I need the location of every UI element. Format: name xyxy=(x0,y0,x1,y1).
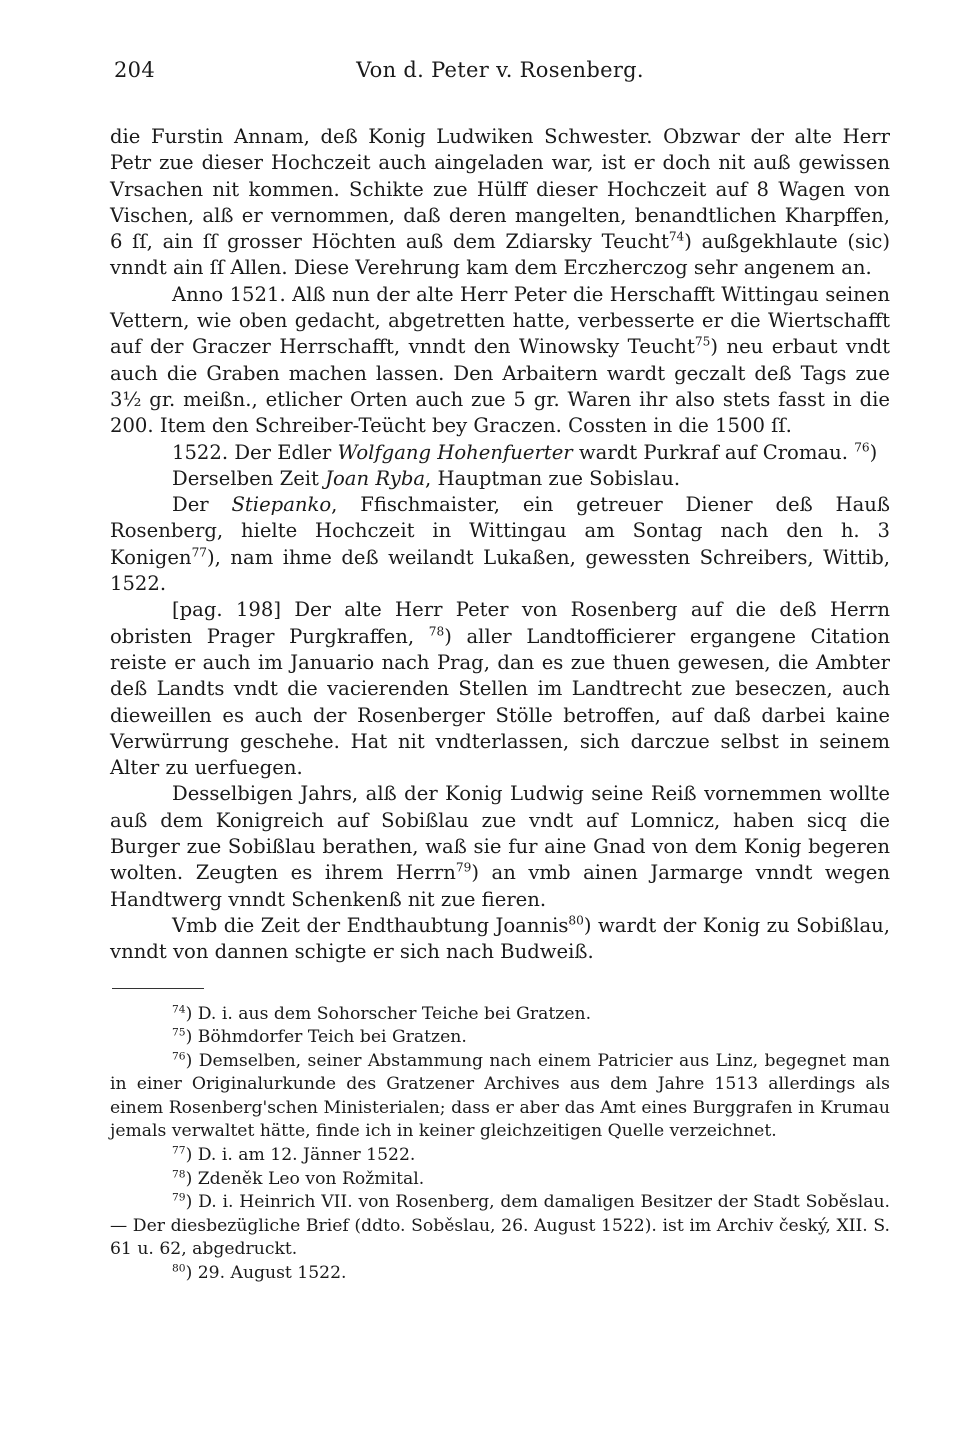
text-run: die Furstin Annam, deß Konig Ludwiken Schwester. Obzwar der alte Herr Petr zue dieser Hochczeit auch aingeladen war, ist er doch nit auß gewissen Vrsachen nit kommen. Schikte zue Hülff dieser Hochczeit auf 8 Wagen von Vischen, alß er vernommen, daß deren mangelten, benandtlichen Kharpffen, 6 ſſ, ain ſſ grosser Höchten auß dem Zdiarsky Teucht xyxy=(110,125,890,254)
footnote-paren: ) xyxy=(185,1192,199,1213)
footnote-text: D. i. am 12. Jänner 1522. xyxy=(197,1145,416,1166)
footnote-number: 74 xyxy=(172,1001,186,1015)
footnote xyxy=(110,1003,890,1027)
footnote xyxy=(110,1262,890,1286)
footnote-paren: ) xyxy=(185,1168,198,1189)
footnote-ref: 78 xyxy=(428,624,445,639)
text-run: 1522. Der Edler xyxy=(172,440,338,464)
footnote xyxy=(110,1050,890,1144)
footnote-text: Zdeněk Leo von Rožmital. xyxy=(197,1168,425,1189)
italic-name: Wolfgang Hohenfuerter xyxy=(337,440,573,464)
text-run: [pag. 198] Der alte Herr Peter von Rosenberg auf die deß Herrn obristen Prager Purgkraffen, xyxy=(110,598,890,648)
footnote-ref: 75 xyxy=(694,334,711,349)
text-run: Derselben Zeit xyxy=(172,466,326,490)
footnote-number: 79 xyxy=(172,1190,186,1204)
text-run: ) an vmb ainen Jarmarge vnndt wegen Handtwerg vnndt Schenkenß nit zue fieren. xyxy=(110,861,890,911)
footnote-ref: 77 xyxy=(191,545,208,560)
footnotes xyxy=(110,1003,890,1286)
text-run: Anno 1521. Alß nun der alte Herr Peter die Herschafft Wittingau seinen Vettern, wie oben gedacht, abgetretten hatte, verbesserte er die Wiertschafft auf der Graczer Herrschafft, vnndt den Winowsky Teucht xyxy=(110,282,890,359)
text-run: ) aller Landtofficierer ergangene Citation reiste er auch im Januario nach Prag, dan es zue thuen gewesen, die Ambter deß Landts vndt die vacierenden Stellen im Landtrecht zue beseczen, auch dieweillen es auch der Rosenberger Stölle betroffen, auf daß darbei kaine Verwürrung geschehe. Hat nit vndterlassen, sich darczue selbst in seinem Alter zu uerfuegen. xyxy=(110,624,890,780)
running-title: Von d. Peter v. Rosenberg. xyxy=(356,58,644,82)
footnote-separator xyxy=(112,988,204,989)
footnote-paren: ) xyxy=(185,1003,198,1024)
footnote-number: 78 xyxy=(172,1166,186,1180)
text-run: ), nam ihme deß weilandt Lukaßen, gewessten Schreibers, Wittib, 1522. xyxy=(110,545,890,596)
paragraph xyxy=(110,913,890,966)
page-number: 204 xyxy=(114,58,155,82)
text-run: Vmb die Zeit der Endthaubtung Joannis xyxy=(172,913,569,937)
footnote-paren: ) xyxy=(185,1050,199,1071)
footnote-text: Demselben, seiner Abstammung nach einem Patricier aus Linz, begegnet man in einer Originalurkunde des Gratzener Archives aus dem Jahre 1513 allerdings als einem Rosenberg'schen Ministerialen; dass er aber das Amt eines Burggrafen in Krumau jemals verwaltet hätte, finde ich in keiner gleichzeitigen Quelle verzeichnet. xyxy=(110,1050,891,1142)
footnote-ref: 79 xyxy=(455,860,472,875)
footnote-text: 29. August 1522. xyxy=(197,1263,347,1284)
paragraph xyxy=(110,781,890,912)
italic-name: Stiepanko xyxy=(231,493,332,517)
text-run: wardt Purkraf auf Cromau. xyxy=(572,440,855,464)
paragraph xyxy=(110,597,890,781)
footnote xyxy=(110,1026,890,1050)
text-run: ) xyxy=(869,440,878,464)
paragraph xyxy=(110,492,890,597)
footnote-number: 75 xyxy=(172,1025,186,1039)
paragraph xyxy=(110,124,890,282)
footnote-ref: 76 xyxy=(854,440,870,455)
footnote-ref: 80 xyxy=(568,913,584,928)
footnote-text: D. i. aus dem Sohorscher Teiche bei Gratzen. xyxy=(197,1003,592,1024)
footnote xyxy=(110,1144,890,1168)
paragraph xyxy=(110,282,890,440)
paragraph xyxy=(110,440,890,466)
text-run: Der xyxy=(172,493,232,517)
footnote xyxy=(110,1168,890,1192)
text-run: , Ffischmaister, ein getreuer Diener deß Hauß Rosenberg, hielte Hochczeit in Wittingau am Sontag nach den h. 3 Konigen xyxy=(110,493,891,569)
footnote-paren: ) xyxy=(185,1145,198,1166)
footnote-number: 80 xyxy=(172,1261,186,1275)
page-header xyxy=(110,50,890,94)
text-run: , Hauptman zue Sobislau. xyxy=(425,466,681,490)
footnote-number: 76 xyxy=(172,1048,186,1062)
book-page xyxy=(110,50,890,1286)
paragraph xyxy=(110,466,890,492)
footnote xyxy=(110,1191,890,1262)
footnote-ref: 74 xyxy=(668,229,685,244)
footnote-paren: ) xyxy=(185,1263,198,1284)
main-text xyxy=(110,124,890,966)
text-run: ) wardt der Konig zu Sobißlau, vnndt von dannen schigte er sich nach Budweiß. xyxy=(110,913,890,964)
text-run: ) außgekhlaute (sic) vnndt ain ſſ Allen. Diese Verehrung kam dem Erczherczog sehr angenem an. xyxy=(110,230,890,280)
footnote-text: D. i. Heinrich VII. von Rosenberg, dem damaligen Besitzer der Stadt Soběslau. — Der diesbezügliche Brief (ddto. Soběslau, 26. August 1522). ist im Archiv český, XII. S. 61 u. 62, abgedruckt. xyxy=(110,1192,890,1260)
footnote-number: 77 xyxy=(172,1143,186,1157)
text-run: ) neu erbaut vndt auch die Graben machen lassen. Den Arbaitern wardt geczalt deß Tags zue 3½ gr. meißn., etlicher Orten auch zue 5 gr. Waren ihr also stets fasst in die 200. Item den Schreiber-Teücht bey Graczen. Cossten in die 1500 ſſ. xyxy=(110,335,890,438)
footnote-text: Böhmdorfer Teich bei Gratzen. xyxy=(197,1027,467,1048)
footnote-paren: ) xyxy=(185,1027,198,1048)
italic-name: Joan Ryba xyxy=(325,466,426,490)
text-run: Desselbigen Jahrs, alß der Konig Ludwig seine Reiß vornemmen wollte auß dem Konigreich auf Sobißlau zue vndt auf Lomnicz, haben sicq die Burger zue Sobißlau berathen, waß sie fur aine Gnad von dem Konig begeren wolten. Zeugten es ihrem Herrn xyxy=(110,782,890,885)
